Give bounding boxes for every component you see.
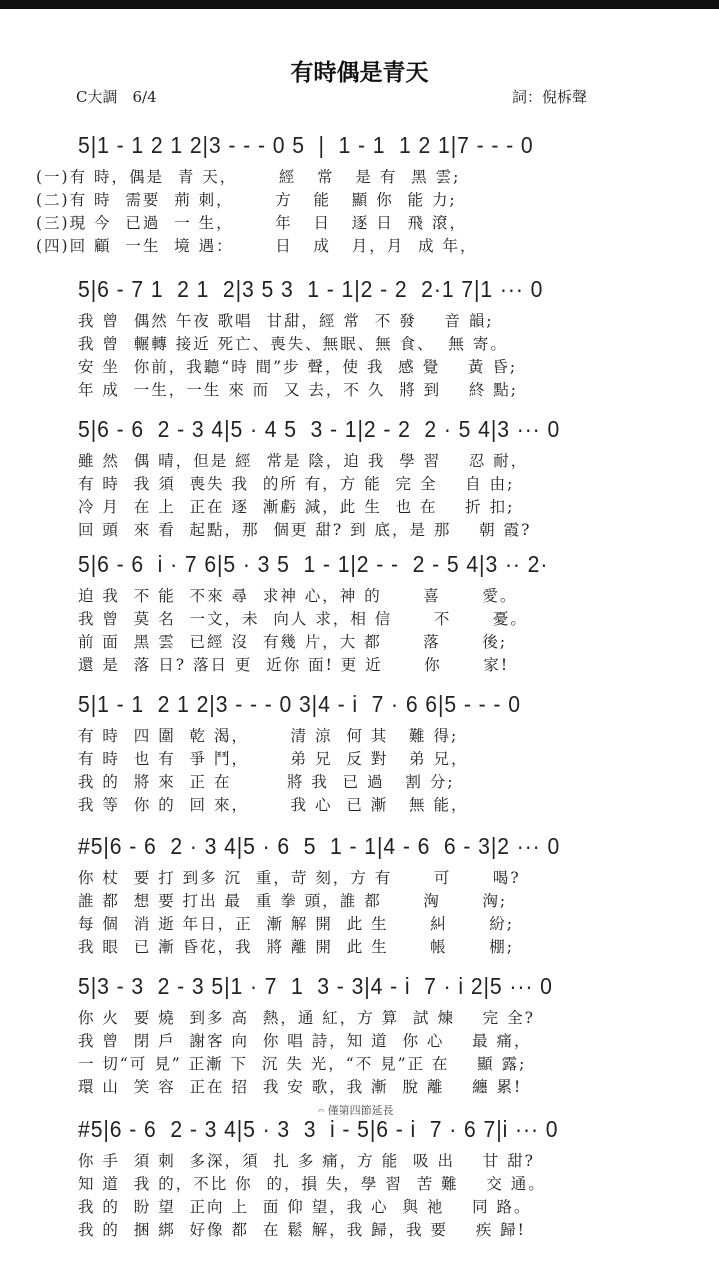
lyric-line: (二)有 時 需要 荊 刺， 方 能 顯 你 能 力; bbox=[36, 191, 457, 209]
lyric-line: 我 的 將 來 正 在 將 我 已 過 割 分; bbox=[78, 773, 455, 791]
notation-line: 5|1 - 1 2 1 2|3 - - - 0 3|4 - i 7 · 6 6|5 - - - 0 bbox=[78, 691, 521, 717]
notation-line: #5|6 - 6 2 - 3 4|5 · 3 3 i - 5|6 - i 7 · 6 7|i ··· 0 bbox=[78, 1116, 559, 1142]
lyrics-block bbox=[78, 725, 468, 817]
lyric-line: 誰 都 想 要 打出 最 重 拳 頭，誰 都 洶 洶; bbox=[78, 892, 508, 910]
lyrics-block bbox=[36, 166, 478, 258]
lyric-line: 我 眼 已 漸 昏花，我 將 離 開 此 生 帳 棚; bbox=[78, 938, 514, 956]
song-title: 有時偶是青天 bbox=[290, 60, 429, 86]
lyric-line: 有 時 四 圍 乾 渴， 清 涼 何 其 難 得; bbox=[78, 727, 459, 745]
fermata-note: 𝄐 僅第四節延長 bbox=[318, 1104, 394, 1117]
lyric-line: 我 曾 莫 名 一文，未 向人 求，相 信 不 憂。 bbox=[78, 610, 528, 628]
lyric-line: 環 山 笑 容 正在 招 我 安 歌，我 漸 脫 離 纏 累! bbox=[78, 1078, 523, 1096]
notation-line: #5|6 - 6 2 · 3 4|5 · 6 5 1 - 1|4 - 6 6 - 3|2 ··· 0 bbox=[78, 833, 561, 859]
lyrics-block bbox=[78, 310, 518, 402]
lyrics-block bbox=[78, 1007, 535, 1099]
lyric-line: 還 是 落 日? 落日 更 近你 面! 更 近 你 家! bbox=[78, 656, 510, 674]
lyric-line: 我 的 盼 望 正向 上 面 仰 望，我 心 與 祂 同 路。 bbox=[78, 1198, 532, 1216]
lyrics-block bbox=[78, 1150, 546, 1242]
lyricist: 詞：倪柝聲 bbox=[512, 88, 588, 106]
lyric-line: 我 曾 輾轉 接近 死亡、喪失、無眠、無 食、 無 寄。 bbox=[78, 335, 508, 353]
notation-line: 5|3 - 3 2 - 3 5|1 · 7 1 3 - 3|4 - i 7 · i 2|5 ··· 0 bbox=[78, 973, 553, 999]
lyric-line: (四)回 顧 一生 境 遇： 日 成 月，月 成 年， bbox=[36, 237, 478, 255]
lyric-line: 我 曾 閉 戶 謝客 向 你 唱 詩，知 道 你 心 最 痛， bbox=[78, 1032, 532, 1050]
notation-line: 5|6 - 7 1 2 1 2|3 5 3 1 - 1|2 - 2 2·1 7|1 ··· 0 bbox=[78, 276, 544, 302]
lyrics-block bbox=[78, 585, 528, 677]
top-bar bbox=[0, 0, 719, 9]
notation-line: 5|1 - 1 2 1 2|3 - - - 0 5 | 1 - 1 1 2 1|7 - - - 0 bbox=[78, 132, 534, 158]
lyric-line: 知 道 我 的，不比 你 的，損 失，學 習 苦 難 交 通。 bbox=[78, 1175, 546, 1193]
lyric-line: 每 個 消 逝 年日，正 漸 解 開 此 生 糾 紛; bbox=[78, 915, 514, 933]
lyric-line: (一)有 時，偶是 青 天， 經 常 是 有 黑 雲; bbox=[36, 168, 461, 186]
lyric-line: 回 頭 來 看 起點，那 個更 甜? 到 底，是 那 朝 霞? bbox=[78, 521, 532, 539]
lyrics-block bbox=[78, 867, 521, 959]
lyric-line: 我 的 捆 綁 好像 都 在 鬆 解，我 歸，我 要 疾 歸! bbox=[78, 1221, 526, 1239]
lyric-line: 你 杖 要 打 到多 沉 重，苛 刻，方 有 可 喝? bbox=[78, 869, 521, 887]
lyric-line: 冷 月 在 上 正在 逐 漸虧 減，此 生 也 在 折 扣; bbox=[78, 498, 515, 516]
lyric-line: 我 等 你 的 回 來， 我 心 已 漸 無 能， bbox=[78, 796, 469, 814]
notation-line: 5|6 - 6 2 - 3 4|5 · 4 5 3 - 1|2 - 2 2 · 5 4|3 ··· 0 bbox=[78, 416, 561, 442]
lyric-line: 雖 然 偶 晴，但是 經 常是 陰，迫 我 學 習 忍 耐， bbox=[78, 452, 529, 470]
lyric-line: 你 火 要 燒 到多 高 熱，通 紅，方 算 試 煉 完 全? bbox=[78, 1009, 535, 1027]
lyric-line: 我 曾 偶然 午夜 歌唱 甘甜，經 常 不 發 音 韻; bbox=[78, 312, 494, 330]
lyric-line: 年 成 一生，一生 來 而 又 去，不 久 將 到 終 點; bbox=[78, 381, 518, 399]
lyric-line: 迫 我 不 能 不來 尋 求神 心，神 的 喜 愛。 bbox=[78, 587, 518, 605]
lyrics-block bbox=[78, 450, 531, 542]
lyric-line: (三)現 今 已過 一 生， 年 日 逐 日 飛 滾， bbox=[36, 214, 467, 232]
lyric-line: 一 切“可 見” 正漸 下 沉 失 光，“不 見”正 在 顯 露; bbox=[78, 1055, 527, 1073]
notation-line: 5|6 - 6 i · 7 6|5 · 3 5 1 - 1|2 - - 2 - 5 4|3 ·· 2· bbox=[78, 551, 549, 577]
lyric-line: 安 坐 你前，我聽“時 間”步 聲，使 我 感 覺 黃 昏; bbox=[78, 358, 518, 376]
lyric-line: 前 面 黑 雲 已經 沒 有幾 片，大 都 落 後; bbox=[78, 633, 508, 651]
lyric-line: 有 時 也 有 爭 鬥， 弟 兄 反 對 弟 兄， bbox=[78, 750, 469, 768]
key-signature: C大調 6/4 bbox=[76, 88, 157, 106]
lyric-line: 你 手 須 刺 多深，須 扎 多 痛，方 能 吸 出 甘 甜? bbox=[78, 1152, 535, 1170]
lyric-line: 有 時 我 須 喪失 我 的所 有，方 能 完 全 自 由; bbox=[78, 475, 515, 493]
